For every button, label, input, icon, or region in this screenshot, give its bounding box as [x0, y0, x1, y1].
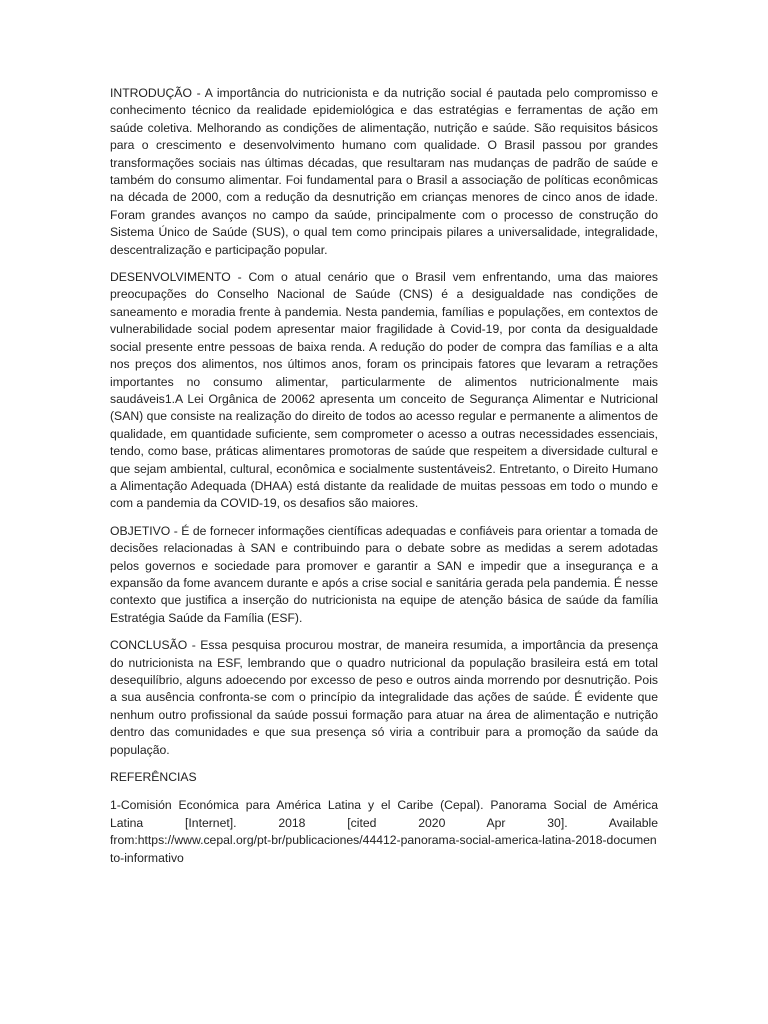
- introducao-paragraph: INTRODUÇÃO - A importância do nutricionista e da nutrição social é pautada pelo compromisso e conhecimento técnico da realidade epidemiológica e das estratégias e ferramentas de ação em saúde coletiva. Melhorando as condições de alimentação, nutrição e saúde. São requisitos básicos para o crescimento e desenvolvimento humano com qualidade. O Brasil passou por grandes transformações sociais nas últimas décadas, que resultaram nas mudanças de padrão de saúde e também do consumo alimentar. Foi fundamental para o Brasil a associação de políticas econômicas na década de 2000, com a redução da desnutrição em crianças menores de cinco anos de idade. Foram grandes avanços no campo da saúde, principalmente com o processo de construção do Sistema Único de Saúde (SUS), o qual tem como principais pilares a universalidade, integralidade, descentralização e participação popular.: [110, 86, 658, 257]
- references-heading: REFERÊNCIAS: [110, 770, 197, 785]
- reference-url: from:https://www.cepal.org/pt-br/publicaciones/44412-panorama-social-america-latina-2018-documento-informativo: [110, 833, 657, 865]
- reference-line-2: Latina [Internet]. 2018 [cited 2020 Apr 30]. Available: [110, 815, 658, 830]
- reference-item: [110, 797, 658, 867]
- document-page: [110, 85, 658, 867]
- desenvolvimento-paragraph: DESENVOLVIMENTO - Com o atual cenário que o Brasil vem enfrentando, uma das maiores preocupações do Conselho Nacional de Saúde (CNS) é a desigualdade nas condições de saneamento e moradia frente à pandemia. Nesta pandemia, famílias e populações, em contextos de vulnerabilidade social podem apresentar maior fragilidade à Covid-19, por conta da desigualdade social presente entre pessoas de baixa renda. A redução do poder de compra das famílias e a alta nos preços dos alimentos, nos últimos anos, foram os principais fatores que levaram a retrações importantes no consumo alimentar, particularmente de alimentos nutricionalmente mais saudáveis1.A Lei Orgânica de 20062 apresenta um conceito de Segurança Alimentar e Nutricional (SAN) que consiste na realização do direito de todos ao acesso regular e permanente a alimentos de qualidade, em quantidade suficiente, sem comprometer o acesso a outras necessidades essenciais, tendo, como base, práticas alimentares promotoras de saúde que respeitem a diversidade cultural e que sejam ambiental, cultural, econômica e socialmente sustentáveis2. Entretanto, o Direito Humano a Alimentação Adequada (DHAA) está distante da realidade de muitas pessoas em todo o mundo e com a pandemia da COVID-19, os desafios são maiores.: [110, 270, 658, 511]
- objetivo-paragraph: OBJETIVO - É de fornecer informações científicas adequadas e confiáveis para orientar a tomada de decisões relacionadas à SAN e contribuindo para o debate sobre as medidas a serem adotadas pelos governos e sociedade para promover e garantir a SAN e impedir que a insegurança e a expansão da fome avancem durante e após a crise social e sanitária gerada pela pandemia. É nesse contexto que justifica a inserção do nutricionista na equipe de atenção básica de saúde da família Estratégia Saúde da Família (ESF).: [110, 523, 658, 625]
- reference-line-1: 1-Comisión Económica para América Latina y el Caribe (Cepal). Panorama Social de América: [110, 798, 658, 813]
- conclusao-paragraph: CONCLUSÃO - Essa pesquisa procurou mostrar, de maneira resumida, a importância da presença do nutricionista na ESF, lembrando que o quadro nutricional da população brasileira está em total desequilíbrio, alguns adoecendo por excesso de peso e outros ainda morrendo por desnutrição. Pois a sua ausência confronta-se com o princípio da integralidade das ações de saúde. É evidente que nenhum outro profissional da saúde possui formação para atuar na área de alimentação e nutrição dentro das comunidades e que sua presença só viria a contribuir para a promoção da saúde da população.: [110, 638, 658, 757]
